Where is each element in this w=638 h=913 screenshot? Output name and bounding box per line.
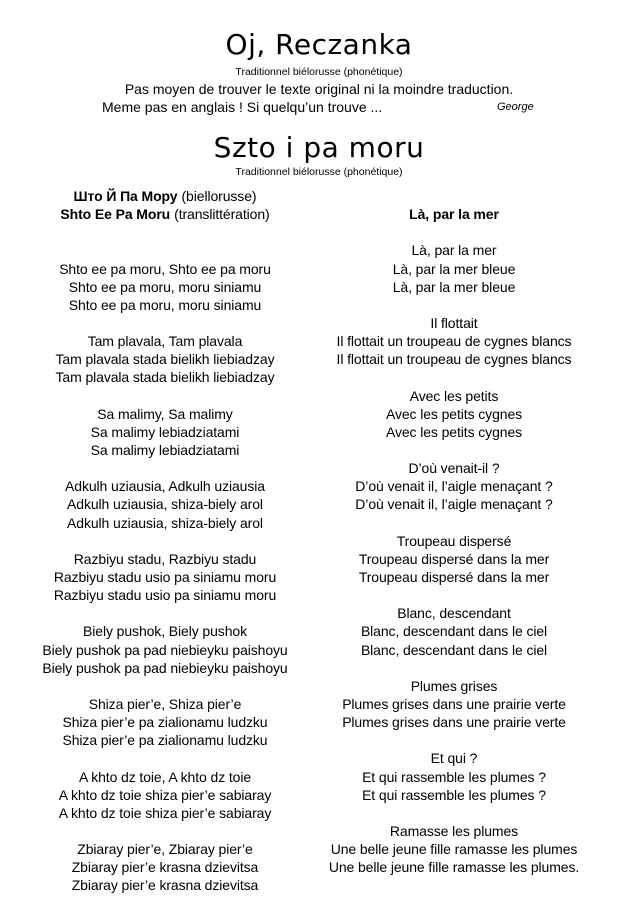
translit-line: Razbiyu stadu, Razbiyu stadu xyxy=(73,550,257,567)
translit-stanza xyxy=(20,332,310,386)
translation-line: D’où venait il, l’aigle menaçant ? xyxy=(355,496,553,513)
original-header-title: Што Й Па Мору xyxy=(73,188,178,204)
translit-line: Shiza pier’e pa zialionamu ludzku xyxy=(62,714,268,731)
song2-subtitle: Traditionnel biélorusse (phonétique) xyxy=(235,166,403,178)
translit-line: Shiza pier’e, Shiza pier’e xyxy=(88,695,242,712)
translation-line: Avec les petits cygnes xyxy=(385,423,523,440)
song1-note-line1: Pas moyen de trouver le texte original ni la moindre traduction. xyxy=(124,81,514,97)
translation-stanza xyxy=(309,532,599,586)
translit-header-note: (translittération) xyxy=(174,206,270,223)
translation-line: Avec les petits cygnes xyxy=(385,405,523,422)
song1-subtitle: Traditionnel biélorusse (phonétique) xyxy=(235,66,403,78)
translit-stanza xyxy=(20,405,310,459)
translation-header: Là, par la mer xyxy=(409,206,499,223)
translation-stanza xyxy=(309,677,599,731)
translit-line: Adkulh uziausia, shiza-biely arol xyxy=(67,514,263,531)
original-header xyxy=(20,187,310,205)
translation-line: Une belle jeune fille ramasse les plumes xyxy=(330,841,578,858)
translation-line: D’où venait-il ? xyxy=(408,460,500,477)
translit-column xyxy=(20,187,310,913)
translit-stanza xyxy=(20,477,310,531)
translation-line: Avec les petits xyxy=(409,387,499,404)
translation-line: Ramasse les plumes xyxy=(389,822,519,839)
translation-stanza xyxy=(309,314,599,368)
original-header-note: (biellorusse) xyxy=(181,188,257,204)
translit-line: Shto ee pa moru, moru siniamu xyxy=(68,296,262,313)
song2-title: Szto i pa moru xyxy=(213,131,425,164)
translation-line: Là, par la mer xyxy=(411,242,497,259)
translit-line: Tam plavala stada bielikh liebiadzay xyxy=(55,351,275,368)
translation-stanza xyxy=(309,241,599,295)
translit-line: Sa malimy lebiadziatami xyxy=(90,441,240,458)
translit-stanza xyxy=(20,260,310,314)
translation-line: Troupeau dispersé dans la mer xyxy=(358,568,550,585)
translation-line: Troupeau dispersé dans la mer xyxy=(358,550,550,567)
translit-stanza xyxy=(20,550,310,604)
translit-line: Zbiaray pier’e krasna dzievitsa xyxy=(71,877,259,894)
translation-line: Et qui ? xyxy=(430,750,478,767)
translation-line: Et qui rassemble les plumes ? xyxy=(362,786,546,803)
translit-stanza xyxy=(20,840,310,894)
translit-line: Sa malimy, Sa malimy xyxy=(97,405,233,422)
translit-line: Razbiyu stadu usio pa siniamu moru xyxy=(53,587,277,604)
translation-line: Blanc, descendant xyxy=(397,605,511,622)
translation-line: Et qui rassemble les plumes ? xyxy=(362,768,546,785)
translit-line: Shto ee pa moru, moru siniamu xyxy=(68,278,262,295)
translit-line: Adkulh uziausia, Adkulh uziausia xyxy=(65,478,265,495)
translit-stanza xyxy=(20,768,310,822)
translation-line: Il flottait un troupeau de cygnes blancs xyxy=(336,351,572,368)
translit-line: Biely pushok, Biely pushok xyxy=(83,623,247,640)
translation-line: Une belle jeune fille ramasse les plumes. xyxy=(328,859,580,876)
translation-line: Plumes grises dans une prairie verte xyxy=(342,714,566,731)
translation-stanza xyxy=(309,387,599,441)
translit-header xyxy=(20,205,310,223)
translit-line: Razbiyu stadu usio pa siniamu moru xyxy=(53,568,277,585)
translation-stanza xyxy=(309,822,599,876)
translation-stanza xyxy=(309,749,599,803)
translation-line: D’où venait il, l’aigle menaçant ? xyxy=(355,478,553,495)
translit-line: Tam plavala stada bielikh liebiadzay xyxy=(55,369,275,386)
translit-stanza xyxy=(20,622,310,676)
translit-line: Adkulh uziausia, shiza-biely arol xyxy=(67,496,263,513)
translit-line: Biely pushok pa pad niebieyku paishoyu xyxy=(42,641,288,658)
translation-line: Il flottait un troupeau de cygnes blancs xyxy=(336,333,572,350)
song1-note-line2: Meme pas en anglais ! Si quelqu’un trouve ... xyxy=(102,99,383,115)
translit-line: Biely pushok pa pad niebieyku paishoyu xyxy=(42,659,288,676)
translation-line: Plumes grises dans une prairie verte xyxy=(342,695,566,712)
translation-line: Plumes grises xyxy=(410,677,498,694)
translit-line: A khto dz toie, A khto dz toie xyxy=(78,768,252,785)
translation-line: Blanc, descendant dans le ciel xyxy=(360,641,548,658)
translit-line: Zbiaray pier’e, Zbiaray pier’e xyxy=(77,841,253,858)
translit-line: Sa malimy lebiadziatami xyxy=(90,423,240,440)
signature: George xyxy=(497,101,534,113)
translit-line: Shiza pier’e pa zialionamu ludzku xyxy=(62,732,268,749)
song1-title: Oj, Reczanka xyxy=(225,28,413,61)
translation-stanza xyxy=(309,604,599,658)
translit-line: Shto ee pa moru, Shto ee pa moru xyxy=(59,260,271,277)
translit-line: A khto dz toie shiza pier’e sabiaray xyxy=(58,804,272,821)
translation-line: Il flottait xyxy=(430,314,478,331)
translation-line: Blanc, descendant dans le ciel xyxy=(360,623,548,640)
translation-column xyxy=(309,205,599,894)
translit-stanza xyxy=(20,695,310,749)
translation-line: Troupeau dispersé xyxy=(396,532,512,549)
translit-header-title: Shto Ee Pa Moru xyxy=(60,206,171,223)
translit-line: A khto dz toie shiza pier’e sabiaray xyxy=(58,786,272,803)
translation-line: Là, par la mer bleue xyxy=(392,278,516,295)
translation-line: Là, par la mer bleue xyxy=(392,260,516,277)
translation-stanza xyxy=(309,459,599,513)
translit-line: Zbiaray pier’e krasna dzievitsa xyxy=(71,859,259,876)
translit-line: Tam plavala, Tam plavala xyxy=(87,333,243,350)
